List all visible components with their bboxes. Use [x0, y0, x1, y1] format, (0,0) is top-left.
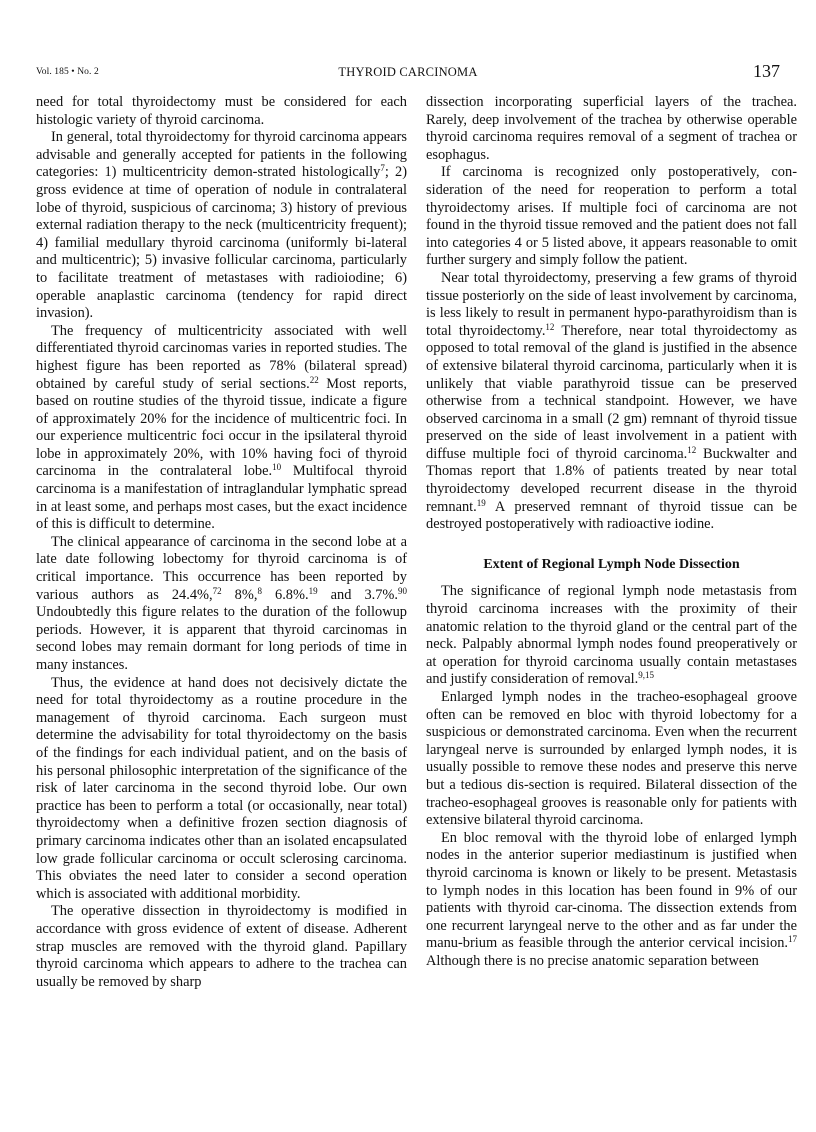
paragraph: The clinical appearance of carcinoma in the second lobe at a late date following lobectomy for thyroid carcinoma is of critical importance. This occurrence has been reported by various authors as 24.4%,$^{72}$ 8%,$^8$ 6.8%.$^{19}$ and 3.7%.$^{90}$ Undoubtedly this figure relates to the duration of the followup periods. However, it is apparent that thyroid carcinomas in second lobes may remain dormant for long periods of time in many instances.	[36, 533, 408, 673]
citation: 22	[309, 374, 319, 385]
left-column	[36, 94, 407, 991]
paragraph: The frequency of multicentricity associated with well differentiated thyroid carcinomas varies in reported studies. The highest figure has been reported as 78% (bilateral spread) obtained by careful study of serial sections.$^{22}$ Most reports, based on routine studies of the thyroid tissue, indicate a figure of approximately 20% for the incidence of multicentric foci. In our experience multicentric foci occur in the ipsilateral thyroid lobe in approximately 20%, with 10% having foci of thyroid carcinoma in the contralateral lobe.$^{10}$ Multifocal thyroid carcinoma is a manifestation of intraglandular lymphatic spread in at least some, and perhaps most cases, but the exact incidence of this is difficult to determine.	[36, 322, 408, 533]
paragraph: dissection incorporating superficial layers of the trachea. Rarely, deep involvement of the trachea by otherwise operable thyroid carcinoma requires removal of a segment of trachea or esophagus.	[426, 94, 797, 163]
citation: 8	[257, 585, 262, 596]
section-heading: Extent of Regional Lymph Node Dissection	[483, 556, 740, 572]
page-header	[36, 62, 780, 86]
paragraph: If carcinoma is recognized only postoperatively, con-sideration of the need for reoperation to perform a total thyroidectomy arises. If multiple foci of carcinoma are not found in the thyroid tissue removed and the patient does not fall into categories 4 or 5 listed above, it appears reasonable to omit further surgery and simply follow the patient.	[426, 164, 797, 269]
citation: 12	[687, 444, 697, 455]
running-title: THYROID CARCINOMA	[338, 65, 478, 79]
paragraph: need for total thyroidectomy must be considered for each histologic variety of thyroid carcinoma.	[36, 94, 407, 128]
citation: 12	[545, 321, 555, 332]
citation: 7	[380, 163, 385, 174]
journal-volume: Vol. 185 • No. 2	[36, 67, 99, 77]
right-column	[426, 94, 797, 971]
paragraph: The significance of regional lymph node metastasis from thyroid carcinoma increases with the proximity of their anatomic relation to the thyroid gland or the central part of the neck. Palpably abnormal lymph nodes found preoperatively or at operation for thyroid carcinoma usually contain metastases and justify consideration of removal.$^{9,15}$	[426, 583, 797, 688]
paragraph: The operative dissection in thyroidectomy is modified in accordance with gross evidence of extent of disease. Adherent strap muscles are removed with the thyroid gland. Papillary thyroid carcinoma which appears to adhere to the trachea can usually be removed by sharp	[36, 903, 407, 990]
citation: 19	[308, 585, 318, 596]
citation: 19	[476, 497, 486, 508]
citation: 10	[272, 462, 282, 473]
citation: 72	[212, 585, 222, 596]
page-number: 137	[753, 61, 780, 81]
citation: 90	[398, 585, 408, 596]
paragraph: In general, total thyroidectomy for thyroid carcinoma appears advisable and generally accepted for patients in the following categories: 1) multicentricity demon-strated histologically$^7$; 2) gross evidence at time of operation of nodule in contralateral lobe of thyroid, suspicious of carcinoma; 3) history of previous external radiation therapy to the neck (multicentricity frequent); 4) familial medullary thyroid carcinoma (uniformly bi-lateral and multicentric); 5) invasive follicular carcinoma, particularly to facilitate treatment of metastases with radioiodine; 6) operable anaplastic carcinoma (tendency for rapid direct invasion).	[36, 129, 407, 322]
paragraph: En bloc removal with the thyroid lobe of enlarged lymph nodes in the anterior superior mediastinum is justified when thyroid carcinoma is known or likely to be present. Metastasis to lymph nodes in this location has been found in 9% of our patients with thyroid car-cinoma. The dissection extends from one recurrent laryngeal nerve to the other and as far under the manu-brium as feasible through the anterior cervical incision.$^{17}$ Although there is no precise anatomic separation between	[426, 829, 797, 969]
citation: 17	[788, 934, 797, 945]
paragraph: Enlarged lymph nodes in the tracheo-esophageal groove often can be removed en bloc with thyroid lobectomy for a suspicious or demonstrated carcinoma. Even when the recurrent laryngeal nerve is surrounded by enlarged lymph nodes, it is usually possible to remove these nodes and preserve this nerve but a tedious dis-section is required. Bilateral dissection of the tracheo-esophageal grooves is reasonable only for patients with extensive bilateral thyroid carcinoma.	[426, 689, 797, 829]
paragraph: Thus, the evidence at hand does not decisively dictate the need for total thyroidectomy as a routine procedure in the management of thyroid carcinoma. Each surgeon must determine the advisability for total thyroidectomy on the basis of the findings for each individual patient, and on the basis of his personal philosophic interpretation of the significance of the risk of later carcinoma in the second thyroid lobe. Our own practice has been to perform a total (or occasionally, near total) thyroidectomy when a definitive frozen section diagnosis of primary carcinoma indicates other than an isolated encapsulated low grade follicular carcinoma or occult sclerosing carcinoma. This obviates the need later to consider a second operation which is associated with additional morbidity.	[36, 674, 407, 902]
citation: 9,15	[638, 670, 654, 681]
paragraph: Near total thyroidectomy, preserving a few grams of thyroid tissue posteriorly on the side of least involvement by carcinoma, is less likely to result in permanent hypo-parathyroidism than is total thyroidectomy.$^{12}$ Therefore, near total thyroidectomy as opposed to total removal of the gland is justified in the absence of extensive bilateral thyroid carcinoma, particularly when it is unlikely that viable parathyroid tissue can be preserved otherwise from a technical standpoint. However, we have observed carcinoma in a small (2 gm) remnant of thyroid tissue preserved on the side of least involvement in a patient with diffuse multiple foci of thyroid carcinoma.$^{12}$ Buckwalter and Thomas report that 1.8% of patients treated by near total thyroidectomy developed recurrent disease in the thyroid remnant.$^{19}$ A preserved remnant of thyroid tissue can be destroyed postoperatively with radioactive iodine.	[426, 269, 797, 533]
